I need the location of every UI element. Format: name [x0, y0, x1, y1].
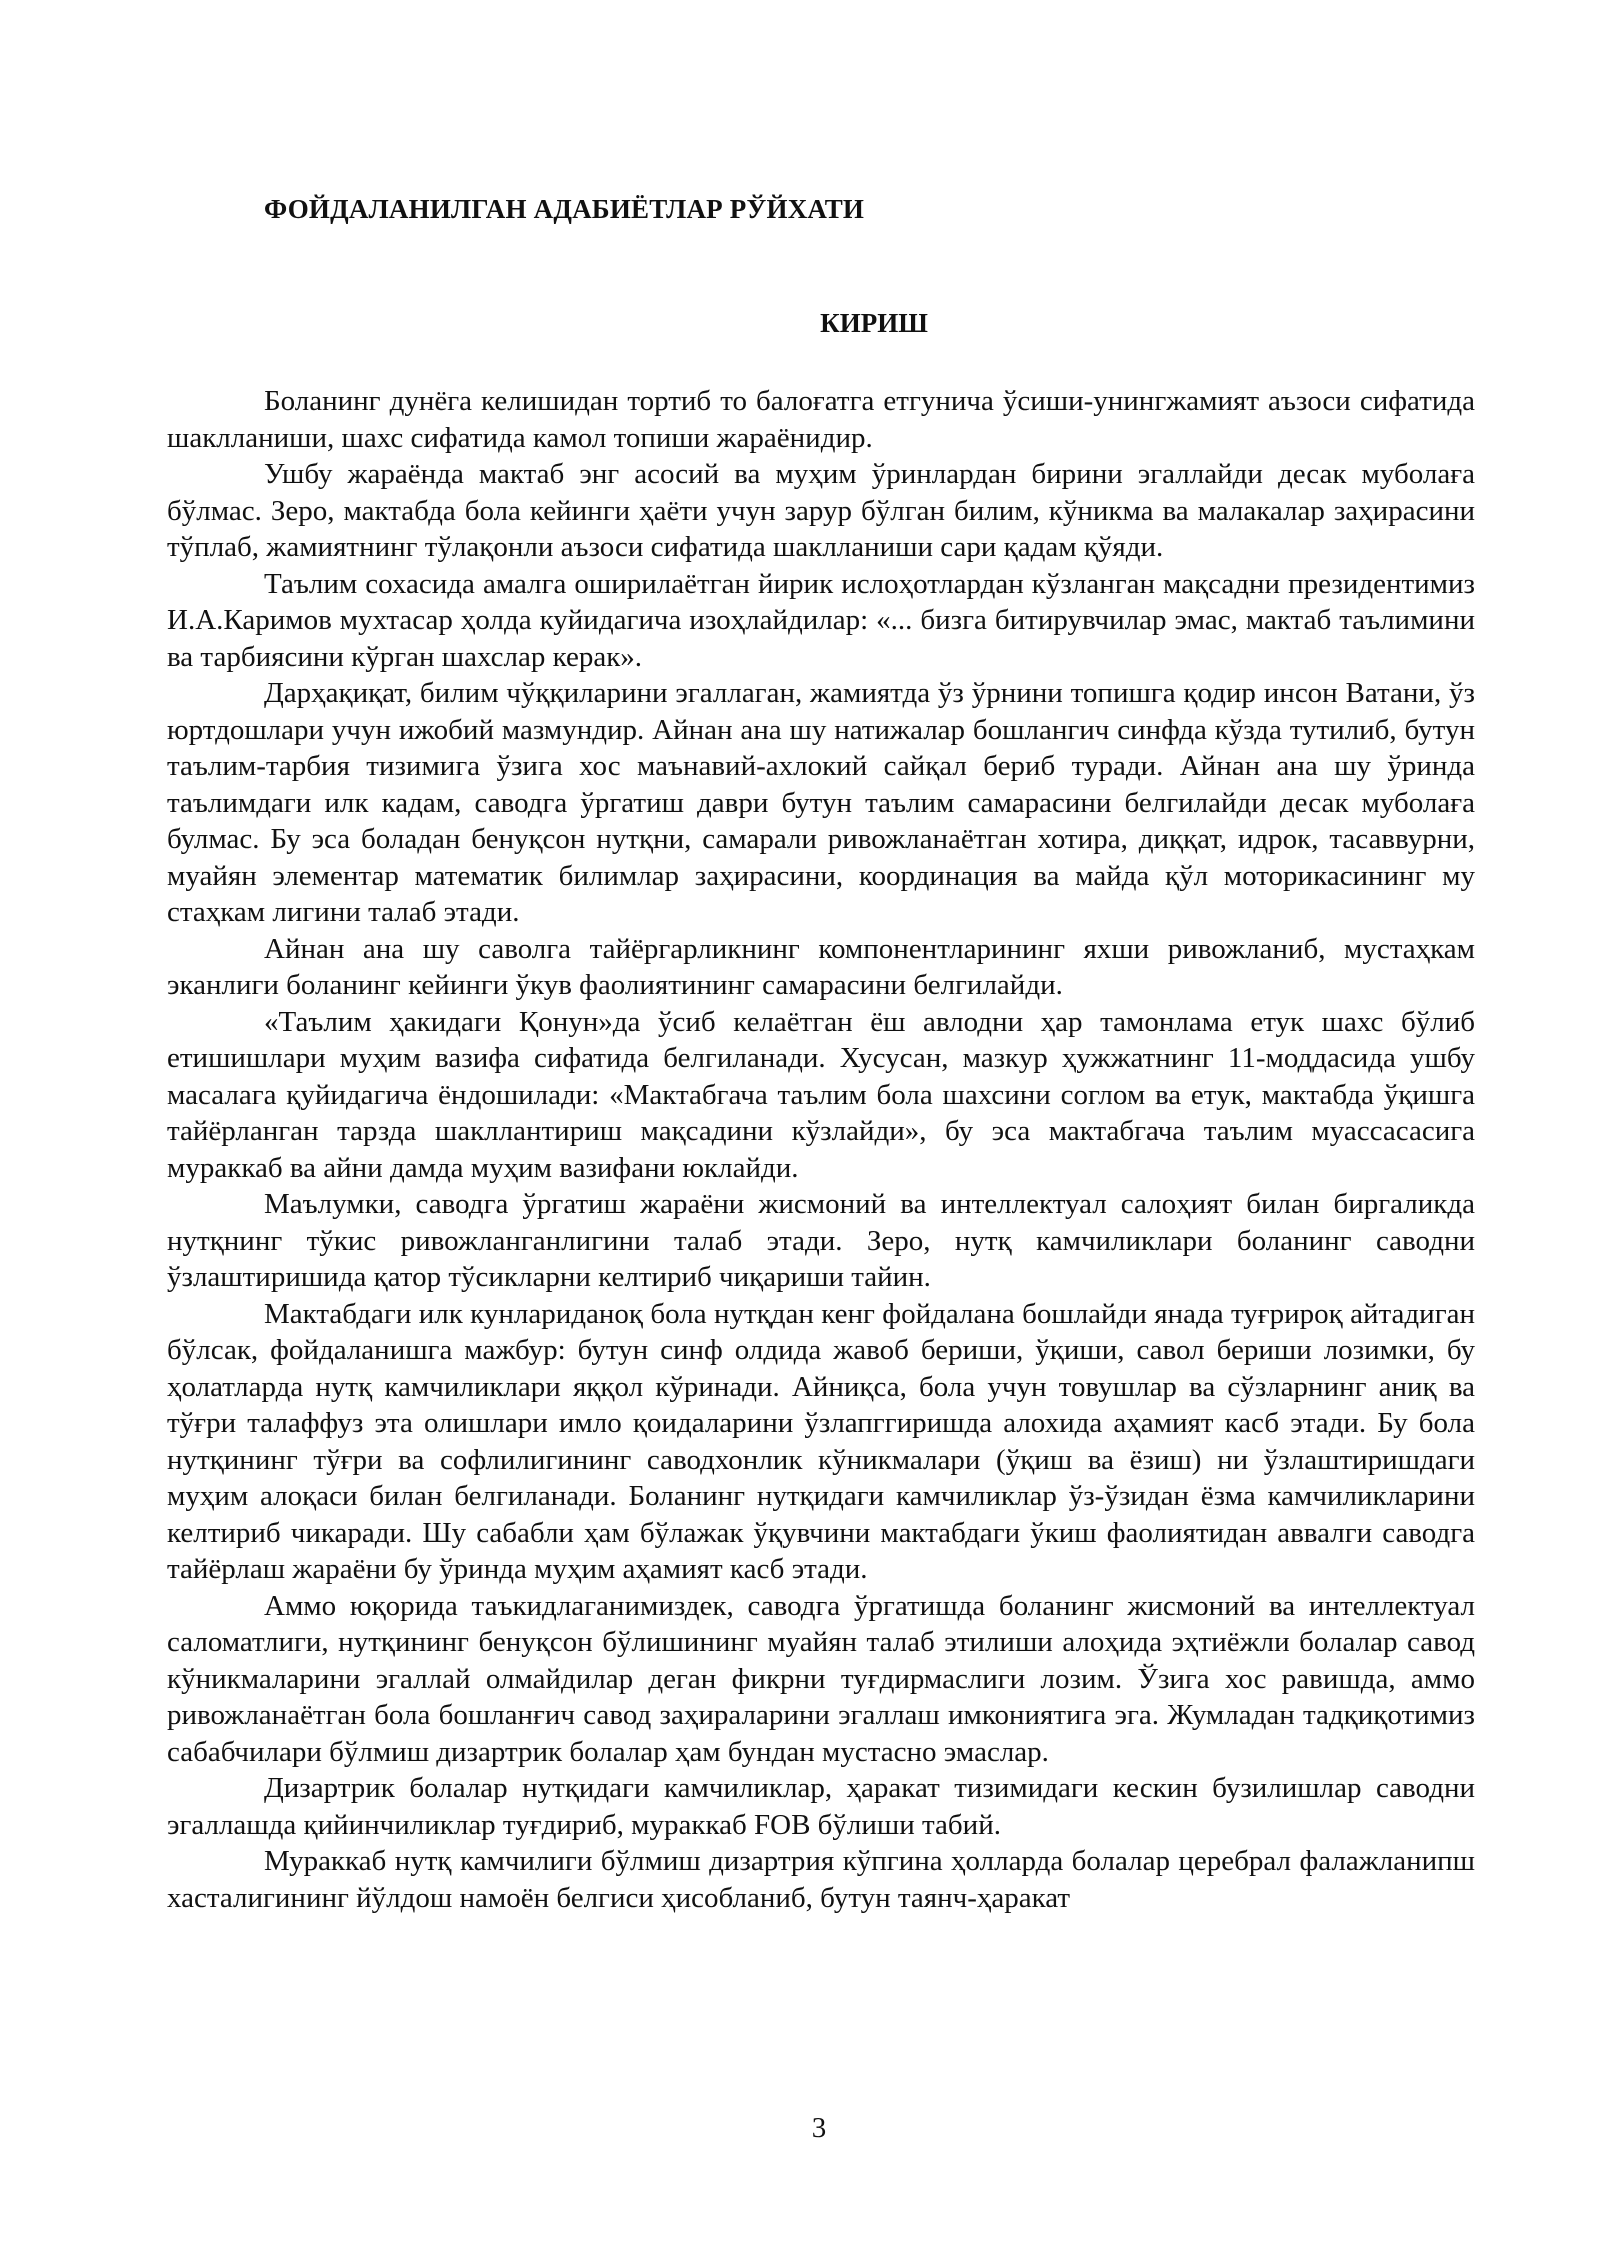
paragraph: Дарҳақиқат, билим чўққиларини эгаллаган, жамиятда ўз ўрнини топишга қодир инсон Ватани, ўз юртдошлари учун ижобий мазмундир. Айнан ана шу натижалар бошлангич синфда кўзда тутилиб, бутун таълим-тарбия тизимига ўзига хос маънавий-ахлокий сайқал бериб туради. Айнан ана шу ўринда таълимдаги илк кадам, саводга ўргатиш даври бутун таълим самарасини белгилайди десак муболаға булмас. Бу эса боладан бенуқсон нутқни, самарали ривожланаётган хотира, диққат, идрок, тасаввурни, муайян элементар математик билимлар заҳирасини, координация ва майда қўл моторикасининг му стаҳкам лигини талаб этади. — [167, 677, 1475, 928]
paragraph: Ушбу жараёнда мактаб энг асосий ва муҳим ўринлардан бирини эгаллайди десак муболаға бўлмас. Зеро, мактабда бола кейинги ҳаёти учун зарур бўлган билим, кўникма ва малакалар заҳирасини тўплаб, жамиятнинг тўлақонли аъзоси сифатида шаклланиши сари қадам қўяди. — [167, 458, 1475, 563]
references-heading: ФОЙДАЛАНИЛГАН АДАБИЁТЛАР РЎЙХАТИ — [264, 194, 865, 224]
paragraph: «Таълим ҳакидаги Қонун»да ўсиб келаётган ёш авлодни ҳар тамонлама етук шахс бўлиб етишишлари муҳим вазифа сифатида белгиланади. Хусусан, мазкур ҳужжатнинг 11-моддасида ушбу масалага қуйидагича ёндошилади: «Мактабгача таълим бола шахсини соглом ва етук, мактабда ўқишга тайёрланган тарзда шакллантириш мақсадини кўзлайди», бу эса мактабгача таълим муассасасига мураккаб ва айни дамда муҳим вазифани юклайди. — [167, 1005, 1475, 1184]
page-number: 3 — [811, 2112, 827, 2144]
paragraph: Дизартрик болалар нутқидаги камчиликлар, ҳаракат тизимидаги кескин бузилишлар саводни эгаллашда қийинчиликлар туғдириб, мураккаб FOB бўлиши табий. — [167, 1772, 1475, 1841]
paragraph: Мураккаб нутқ камчилиги бўлмиш дизартрия кўпгина ҳолларда болалар церебрал фалажланипш хасталигининг йўлдош намоён белгиси ҳисобланиб, бутун таянч-ҳаракат — [167, 1845, 1475, 1914]
introduction-heading: КИРИШ — [820, 308, 928, 338]
paragraph: Мактабдаги илк кунлариданоқ бола нутқдан кенг фойдалана бошлайди янада туғрироқ айтадиган бўлсак, фойдаланишга мажбур: бутун синф олдида жавоб бериши, ўқиши, савол бериши лозимки, бу ҳолатларда нутқ камчиликлари яққол кўринади. Айниқса, бола учун товушлар ва сўзларнинг аниқ ва тўғри талаффуз эта олишлари имло қоидаларини ўзлапггиришда алохида аҳамият касб этади. Бу бола нутқининг тўғри ва софлилигининг саводхонлик кўникмалари (ўқиш ва ёзиш) ни ўзлаштиришдаги муҳим алоқаси билан белгиланади. Боланинг нутқидаги камчиликлар ўз-ўзидан ёзма камчиликларини келтириб чикаради. Шу сабабли ҳам бўлажак ўқувчини мактабдаги ўкиш фаолиятидан аввалги саводга тайёрлаш жараёни бу ўринда муҳим аҳамият касб этади. — [167, 1297, 1475, 1585]
paragraph: Боланинг дунёга келишидан тортиб то балоғатга етгунича ўсиши-унингжамият аъзоси сифатида шаклланиши, шахс сифатида камол топиши жараёнидир. — [167, 385, 1475, 454]
body-text — [167, 383, 1475, 1916]
paragraph: Маълумки, саводга ўргатиш жараёни жисмоний ва интеллектуал салоҳият билан биргаликда нутқнинг тўкис ривожланганлигини талаб этади. Зеро, нутқ камчиликлари боланинг саводни ўзлаштиришида қатор тўсикларни келтириб чиқариши тайин. — [167, 1188, 1475, 1293]
paragraph: Аммо юқорида таъкидлаганимиздек, саводга ўргатишда боланинг жисмоний ва интеллектуал саломатлиги, нутқининг бенуқсон бўлишининг муайян талаб этилиши алоҳида эҳтиёжли болалар савод кўникмаларини эгаллай олмайдилар деган фикрни туғдирмаслиги лозим. Ўзига хос равишда, аммо ривожланаётган бола бошланғич савод заҳираларини эгаллаш имкониятига эга. Жумладан тадқиқотимиз сабабчилари бўлмиш дизартрик болалар ҳам бундан мустасно эмаслар. — [167, 1589, 1475, 1768]
paragraph: Айнан ана шу саволга тайёргарликнинг компонентларининг яхши ривожланиб, мустаҳкам эканлиги боланинг кейинги ўкув фаолиятининг самарасини белгилайди. — [167, 932, 1475, 1001]
paragraph: Таълим сохасида амалга оширилаётган йирик ислоҳотлардан кўзланган мақсадни президентимиз И.А.Каримов мухтасар ҳолда куйидагича изоҳлайдилар: «... бизга битирувчилар эмас, мактаб таълимини ва тарбиясини кўрган шахслар керак». — [167, 567, 1475, 673]
